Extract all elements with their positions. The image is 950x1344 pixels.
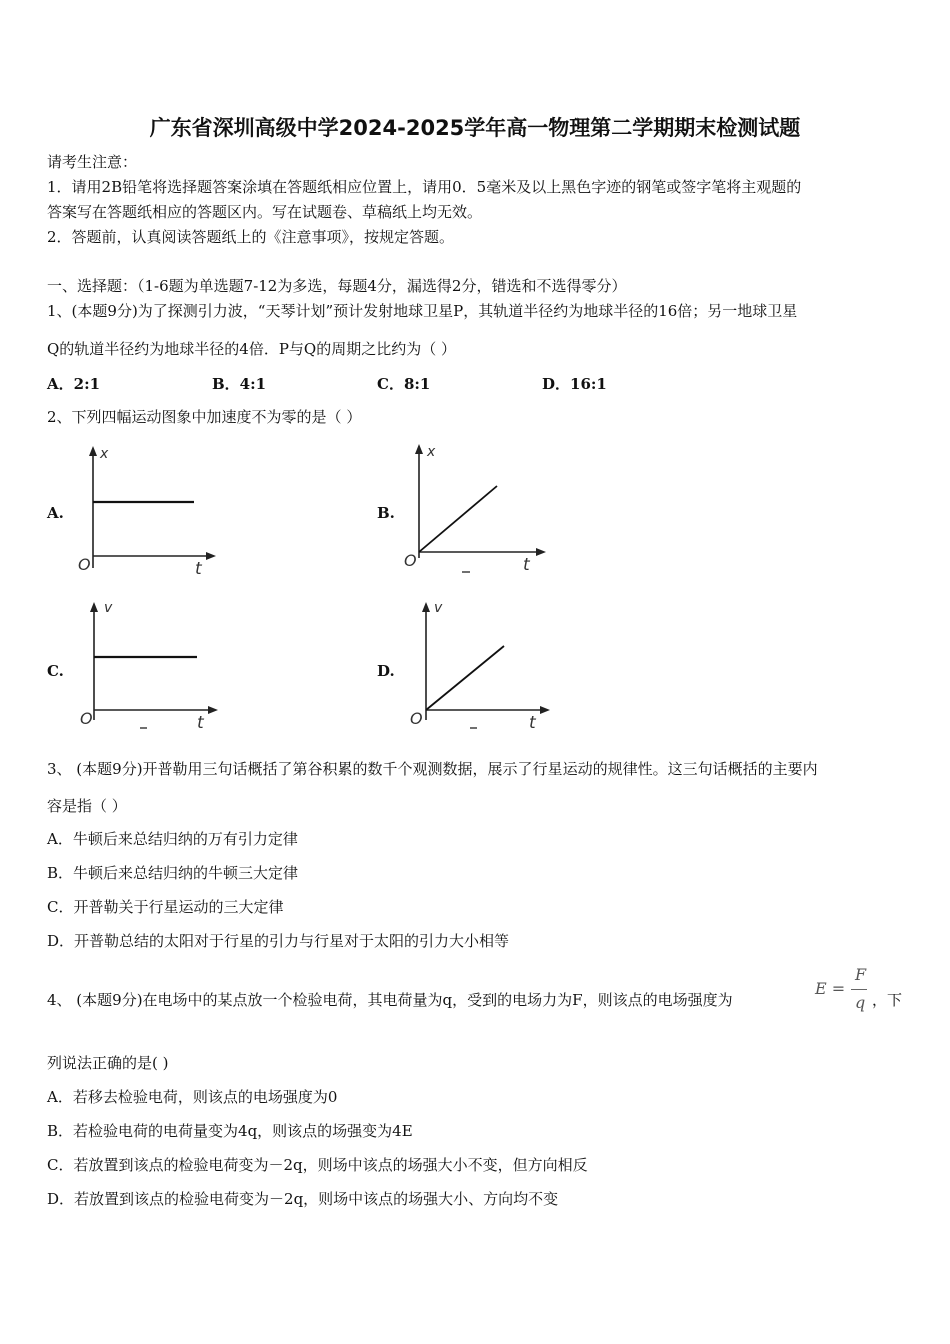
graph-c-x-arrow xyxy=(208,706,218,714)
graph-b-y-label: x xyxy=(427,444,436,460)
formula-denominator: q xyxy=(855,993,866,1012)
q4-option-a: A．若移去检验电荷，则该点的电场强度为0 xyxy=(47,1088,338,1106)
graph-c-origin: O xyxy=(80,709,93,728)
q3-option-b: B．牛顿后来总结归纳的牛顿三大定律 xyxy=(47,864,299,882)
graph-b-origin: O xyxy=(404,551,417,570)
graph-c-x-label: t xyxy=(197,713,204,733)
graph-a xyxy=(70,440,230,580)
graph-a-label: A. xyxy=(47,504,64,522)
graph-c-y-label: v xyxy=(104,600,113,616)
graph-b-x-arrow xyxy=(536,548,546,556)
graph-d-origin: O xyxy=(410,709,423,728)
section-header: 一、选择题：（1-6题为单选题7-12为多选，每题4分，漏选得2分，错选和不选得零分） xyxy=(47,277,627,295)
question-4-stem-cont: 列说法正确的是( ) xyxy=(47,1054,169,1072)
question-1-stem: 1、(本题9分)为了探测引力波，“天琴计划”预计发射地球卫星P，其轨道半径约为地球半径的16倍；另一地球卫星 xyxy=(47,302,798,320)
fraction-bar xyxy=(851,989,867,990)
graph-d-y-arrow xyxy=(422,602,430,612)
graph-a-y-label: x xyxy=(100,446,109,462)
graph-d-y-label: v xyxy=(434,600,443,616)
question-2-stem: 2、下列四幅运动图象中加速度不为零的是（ ） xyxy=(47,408,362,426)
q4-option-c: C．若放置到该点的检验电荷变为－2q，则场中该点的场强大小不变，但方向相反 xyxy=(47,1156,588,1174)
graph-a-y-arrow xyxy=(89,446,97,456)
graph-b-line xyxy=(419,486,497,552)
q4-option-d: D．若放置到该点的检验电荷变为－2q，则场中该点的场强大小、方向均不变 xyxy=(47,1190,559,1208)
graph-b-label: B. xyxy=(377,504,395,522)
graph-c xyxy=(72,596,232,736)
q3-option-d: D．开普勒总结的太阳对于行星的引力与行星对于太阳的引力大小相等 xyxy=(47,932,510,950)
question-4-stem-end: ，下 xyxy=(872,991,903,1009)
q1-option-c: C．8:1 xyxy=(377,375,431,393)
graph-d-x-arrow xyxy=(540,706,550,714)
q4-option-b: B．若检验电荷的电荷量变为4q，则该点的场强变为4E xyxy=(47,1122,413,1140)
q1-option-d: D．16:1 xyxy=(542,375,607,393)
q3-option-c: C．开普勒关于行星运动的三大定律 xyxy=(47,898,284,916)
formula-lhs: E = xyxy=(815,979,846,998)
notice-heading: 请考生注意： xyxy=(47,153,138,171)
notice-line: 答案写在答题纸相应的答题区内。写在试题卷、草稿纸上均无效。 xyxy=(47,203,483,221)
graph-d-line xyxy=(426,646,504,710)
question-1-stem-cont: Q的轨道半径约为地球半径的4倍．P与Q的周期之比约为（ ） xyxy=(47,340,457,358)
q3-option-a: A．牛顿后来总结归纳的万有引力定律 xyxy=(47,830,298,848)
question-3-stem-cont: 容是指（ ） xyxy=(47,797,127,815)
q1-option-a: A．2:1 xyxy=(47,375,101,393)
graph-d-x-label: t xyxy=(529,713,536,733)
graph-b-x-label: t xyxy=(523,555,530,575)
graph-a-x-arrow xyxy=(206,552,216,560)
notice-line: 1．请用2B铅笔将选择题答案涂填在答题纸相应位置上，请用0．5毫米及以上黑色字迹的钢笔或签字笔将主观题的 xyxy=(47,178,802,196)
question-3-stem: 3、 (本题9分)开普勒用三句话概括了第谷积累的数千个观测数据，展示了行星运动的规律性。这三句话概括的主要内 xyxy=(47,760,818,778)
graph-a-x-label: t xyxy=(195,559,202,579)
graph-b xyxy=(398,438,558,578)
notice-line: 2．答题前，认真阅读答题纸上的《注意事项》，按规定答题。 xyxy=(47,228,455,246)
graph-d xyxy=(404,596,564,736)
graph-a-origin: O xyxy=(78,555,91,574)
graph-d-label: D. xyxy=(377,662,395,680)
graph-c-label: C. xyxy=(47,662,64,680)
q1-option-b: B．4:1 xyxy=(212,375,267,393)
field-formula xyxy=(815,965,871,1021)
graph-b-y-arrow xyxy=(415,444,423,454)
formula-numerator: F xyxy=(855,965,867,984)
graph-c-y-arrow xyxy=(90,602,98,612)
page-title: 广东省深圳高级中学2024-2025学年高一物理第二学期期末检测试题 xyxy=(149,116,801,140)
question-4-stem: 4、 (本题9分)在电场中的某点放一个检验电荷，其电荷量为q，受到的电场力为F，则该点的电场强度为 xyxy=(47,991,733,1009)
